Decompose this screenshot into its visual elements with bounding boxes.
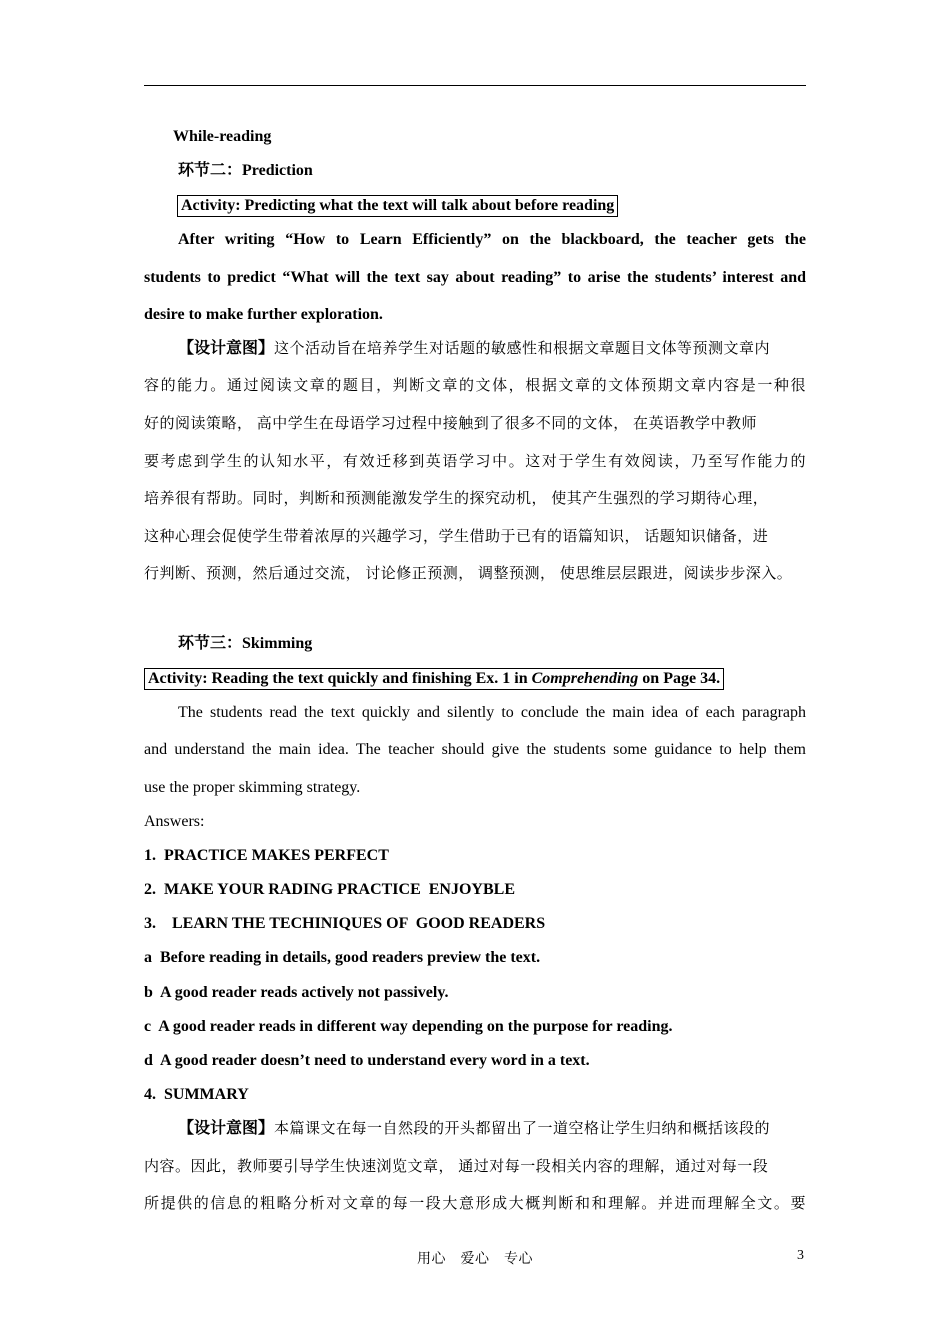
answer-3b: b A good reader reads actively not passively. bbox=[144, 984, 449, 1001]
design2-first: 本篇课文在每一自然段的开头都留出了一道空格让学生归纳和概括该段的 bbox=[274, 1121, 771, 1137]
answer-3a: a Before reading in details, good readers preview the text. bbox=[144, 949, 541, 966]
step2-title: 环节二：Prediction bbox=[178, 162, 313, 179]
answers-label: Answers: bbox=[144, 813, 205, 830]
answer-3: 3. LEARN THE TECHINIQUES OF GOOD READERS bbox=[144, 915, 546, 932]
para2-line-1: The students read the text quickly and silently to conclude the main idea of each paragraph bbox=[178, 704, 806, 721]
design1-line-4: 要考虑到学生的认知水平，有效迁移到英语学习中。这对于学生有效阅读，乃至写作能力的 bbox=[144, 454, 806, 470]
activity3-text-b: on Page 34. bbox=[638, 670, 721, 687]
design2-line-1 bbox=[178, 1119, 806, 1139]
answer-3d: d A good reader doesn’t need to understand every word in a text. bbox=[144, 1052, 590, 1069]
design1-line-7: 行判断、预测，然后通过交流， 讨论修正预测， 调整预测， 使思维层层跟进，阅读步步深入。 bbox=[144, 566, 793, 582]
header-rule bbox=[144, 85, 806, 86]
answer-4: 4. SUMMARY bbox=[144, 1086, 249, 1103]
design1-line-1 bbox=[178, 339, 806, 359]
para1-line-3: desire to make further exploration. bbox=[144, 306, 383, 323]
answer-3c: c A good reader reads in different way depending on the purpose for reading. bbox=[144, 1018, 673, 1035]
para2-line-2: and understand the main idea. The teacher should give the students some guidance to help them bbox=[144, 741, 806, 758]
design1-line-6: 这种心理会促使学生带着浓厚的兴趣学习，学生借助于已有的语篇知识， 话题知识储备，进 bbox=[144, 529, 769, 545]
design1-line-3: 好的阅读策略， 高中学生在母语学习过程中接触到了很多不同的文体， 在英语教学中教师 bbox=[144, 416, 758, 432]
activity3-text-em: Comprehending bbox=[531, 670, 639, 687]
para2-line-3: use the proper skimming strategy. bbox=[144, 779, 361, 796]
activity2-box: Activity: Predicting what the text will talk about before reading bbox=[177, 195, 618, 217]
design2-line-2: 内容。因此，教师要引导学生快速浏览文章， 通过对每一段相关内容的理解，通过对每一段 bbox=[144, 1159, 769, 1175]
activity3-text-a: Activity: Reading the text quickly and finishing Ex. 1 in bbox=[148, 670, 532, 687]
while-reading-heading: While-reading bbox=[173, 128, 272, 145]
para1-line-1: After writing “How to Learn Efficiently” on the blackboard, the teacher gets the bbox=[178, 231, 806, 248]
design-label-2: 【设计意图】 bbox=[178, 1120, 275, 1137]
design1-line-5: 培养很有帮助。同时，判断和预测能激发学生的探究动机， 使其产生强烈的学习期待心理， bbox=[144, 491, 769, 507]
design1-first: 这个活动旨在培养学生对话题的敏感性和根据文章题目文体等预测文章内 bbox=[274, 341, 771, 357]
activity3-box bbox=[144, 668, 724, 690]
answer-1: 1. PRACTICE MAKES PERFECT bbox=[144, 847, 389, 864]
design2-line-3: 所提供的信息的粗略分析对文章的每一段大意形成大概判断和和理解。并进而理解全文。要 bbox=[144, 1196, 806, 1212]
step3-title: 环节三：Skimming bbox=[178, 635, 313, 652]
design1-line-2: 容的能力。通过阅读文章的题目，判断文章的文体，根据文章的文体预期文章内容是一种很 bbox=[144, 378, 806, 394]
page-number: 3 bbox=[797, 1248, 804, 1263]
design-label: 【设计意图】 bbox=[178, 340, 275, 357]
footer-motto: 用心 爱心 专心 bbox=[417, 1252, 533, 1267]
para1-line-2: students to predict “What will the text say about reading” to arise the students’ interest and bbox=[144, 269, 806, 286]
answer-2: 2. MAKE YOUR RADING PRACTICE ENJOYBLE bbox=[144, 881, 515, 898]
